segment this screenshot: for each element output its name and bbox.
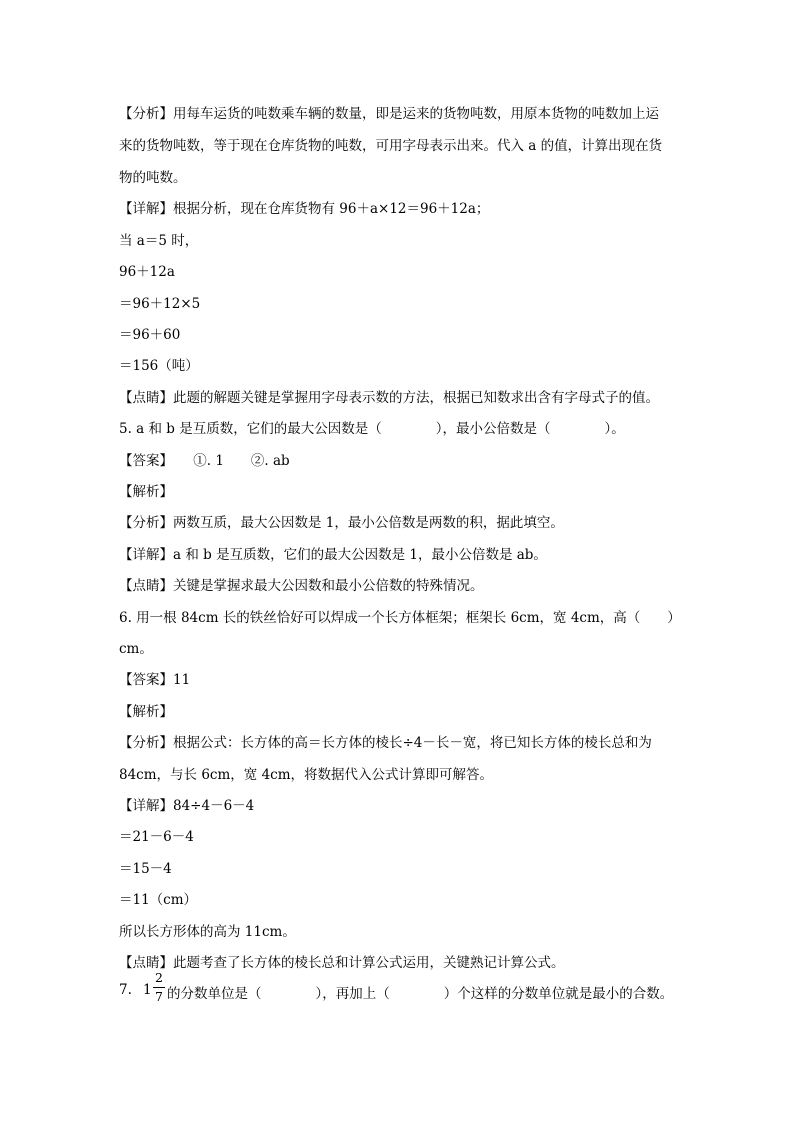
analysis-line-1: 【分析】用每车运货的吨数乘车辆的数量，即是运来的货物吨数，用原本货物的吨数加上运 xyxy=(119,106,659,122)
detail-6-line-4: ＝11（cm） xyxy=(119,892,198,908)
conclusion-6: 所以长方形体的高为 11cm。 xyxy=(119,924,296,940)
calc-line-2: 96＋12a xyxy=(119,264,175,280)
analysis-6-line-2: 84cm，与长 6cm，宽 4cm，将数据代入公式计算即可解答。 xyxy=(119,767,494,783)
explanation-heading-6: 【解析】 xyxy=(119,704,173,720)
calc-line-1: 当 a＝5 时， xyxy=(119,233,199,249)
comment-6: 【点睛】此题考查了长方体的棱长总和计算公式运用，关键熟记计算公式。 xyxy=(119,955,565,971)
answer-6: 【答案】11 xyxy=(119,672,191,688)
analysis-line-2: 来的货物吨数，等于现在仓库货物的吨数，可用字母表示出来。代入 a 的值，计算出现在货 xyxy=(119,138,663,154)
answer-5: 【答案】 ①. 1 ②. ab xyxy=(119,453,290,469)
analysis-5: 【分析】两数互质，最大公因数是 1，最小公倍数是两数的积，据此填空。 xyxy=(119,515,564,531)
analysis-line-3: 物的吨数。 xyxy=(119,170,187,186)
detail-6-line-2: ＝21－6－4 xyxy=(119,829,194,845)
fraction-numerator: 2 xyxy=(155,970,163,985)
calc-line-3: ＝96＋12×5 xyxy=(119,296,201,312)
question-6-line-2: cm。 xyxy=(119,641,153,657)
detail-6-line-1: 【详解】84÷4－6－4 xyxy=(119,798,255,814)
question-5: 5. a 和 b 是互质数，它们的最大公因数是（ ），最小公倍数是（ ）。 xyxy=(119,421,625,437)
question-6-line-1: 6. 用一根 84cm 长的铁丝恰好可以焊成一个长方体框架；框架长 6cm，宽 4cm，高（ ） xyxy=(119,610,681,626)
question-7-text: 的分数单位是（ ），再加上（ ）个这样的分数单位就是最小的合数。 xyxy=(167,986,674,1002)
calc-line-5: ＝156（吨） xyxy=(119,358,199,374)
detail-6-line-3: ＝15－4 xyxy=(119,861,172,877)
detail-5: 【详解】a 和 b 是互质数，它们的最大公因数是 1，最小公倍数是 ab。 xyxy=(119,547,547,563)
fraction xyxy=(153,970,165,1005)
mixed-number-whole: 1 xyxy=(143,982,152,998)
fraction-denominator: 7 xyxy=(155,989,163,1004)
comment-line: 【点睛】此题的解题关键是掌握用字母表示数的方法，根据已知数求出含有字母式子的值。 xyxy=(119,390,659,406)
fraction-bar xyxy=(153,987,165,988)
question-7-number: 7. xyxy=(119,982,132,998)
calc-line-4: ＝96＋60 xyxy=(119,327,181,343)
detail-line: 【详解】根据分析，现在仓库货物有 96＋a×12＝96＋12a； xyxy=(119,201,490,217)
comment-5: 【点睛】关键是掌握求最大公因数和最小公倍数的特殊情况。 xyxy=(119,578,484,594)
explanation-heading-5: 【解析】 xyxy=(119,484,173,500)
question-7 xyxy=(119,970,689,1014)
analysis-6-line-1: 【分析】根据公式：长方体的高＝长方体的棱长÷4－长－宽，将已知长方体的棱长总和为 xyxy=(119,735,652,751)
